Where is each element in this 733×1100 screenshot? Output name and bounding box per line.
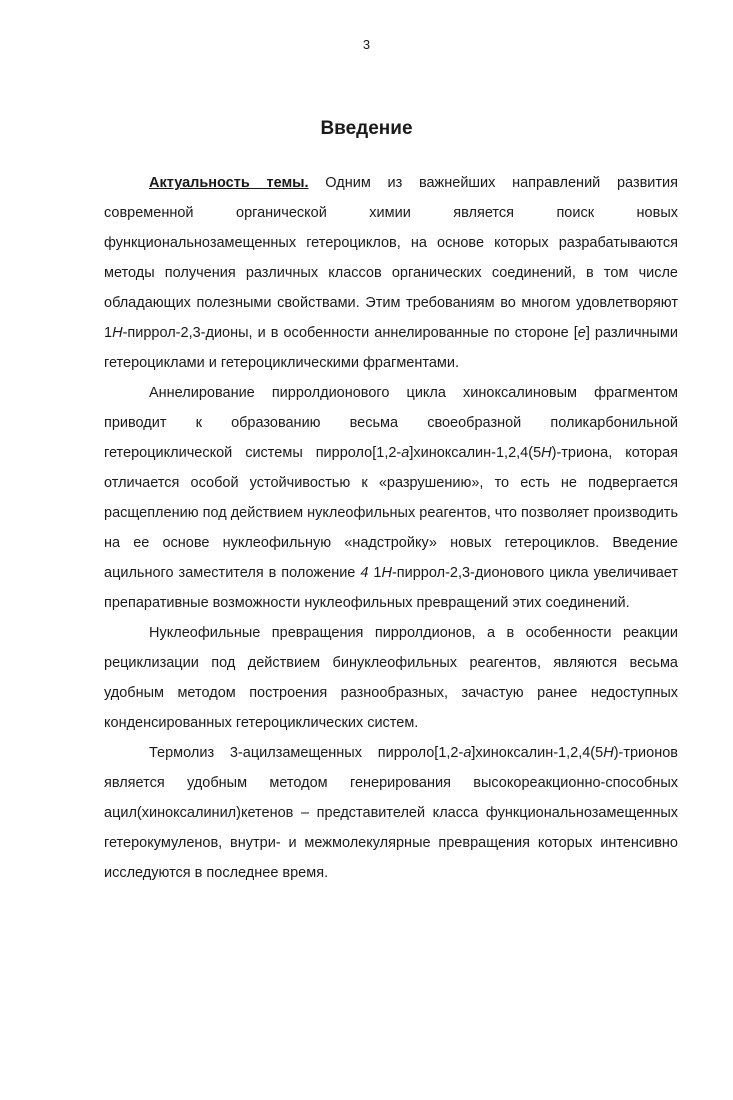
text-run: Термолиз 3-ацилзамещенных пирроло[1,2- — [149, 745, 464, 761]
text-run: 1 — [368, 565, 382, 581]
text-run: Аннелирование пирролдионового цикла хиноксалиновым фрагментом приводит к образованию весьма своеобразной поликарбонильной гетероциклической системы пирроло[1,2- — [104, 385, 678, 461]
italic-run: a — [401, 445, 410, 461]
page-number: 3 — [362, 37, 371, 52]
section-heading: Введение — [320, 118, 413, 139]
paragraph-nucleophilic — [104, 618, 678, 738]
text-run: Одним из важнейших направлений развития современной органической химии является поиск новых функциональнозамещенных гетероциклов, на основе которых разрабатываются методы получения различных классов органических соединений, в том числе обладающих полезными свойствами. Этим требованиям во многом удовлетворяют 1 — [104, 175, 678, 341]
text-run: )-трионов является удобным методом генерирования высокореакционно-способных ацил(хиноксалинил)кетенов – представителей класса функциональнозамещенных гетерокумуленов, внутри- и межмолекулярные превращения которых интенсивно исследуются в последнее время. — [104, 745, 678, 881]
italic-run: H — [603, 745, 614, 761]
relevance-lead: Актуальность темы. — [149, 175, 309, 191]
text-run: ]хиноксалин-1,2,4(5 — [409, 445, 542, 461]
italic-run: Н — [381, 565, 392, 581]
text-run: ] различными гетероциклами и гетероциклическими фрагментами. — [104, 325, 678, 371]
text-run: )-триона, которая отличается особой устойчивостью к «разрушению», то есть не подвергается расщеплению под действием нуклеофильных реагентов, что позволяет производить на ее основе нуклеофильную «надстройку» новых гетероциклов. Введение ацильного заместителя в положение — [104, 445, 678, 581]
body-text — [104, 168, 678, 888]
italic-run: Н — [112, 325, 123, 341]
text-run: -пиррол-2,3-дионы, и в особенности аннелированные по стороне [ — [122, 325, 578, 341]
italic-run: H — [541, 445, 552, 461]
italic-run: a — [463, 745, 472, 761]
text-run: -пиррол-2,3-дионового цикла увеличивает препаративные возможности нуклеофильных превращений этих соединений. — [104, 565, 679, 611]
paragraph-annelation — [104, 378, 678, 618]
paragraph-relevance — [104, 168, 678, 378]
text-run: Нуклеофильные превращения пирролдионов, а в особенности реакции рециклизации под действием бинуклеофильных реагентов, являются весьма удобным методом построения разнообразных, зачастую ранее недоступных конденсированных гетероциклических систем. — [104, 625, 678, 731]
paragraph-thermolysis — [104, 738, 678, 888]
italic-run: 4 — [360, 565, 369, 581]
text-run: ]хиноксалин-1,2,4(5 — [471, 745, 604, 761]
italic-run: e — [577, 325, 586, 341]
